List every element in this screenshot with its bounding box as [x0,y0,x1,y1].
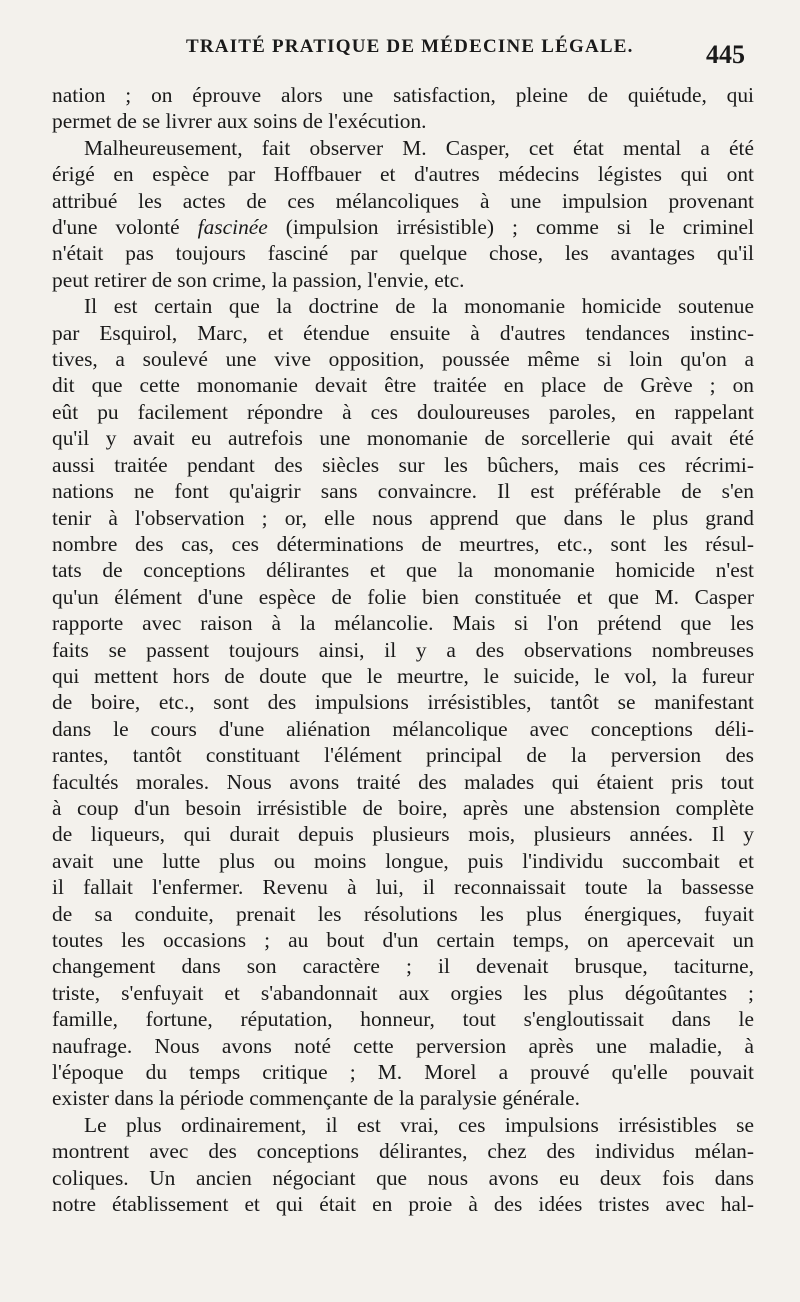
running-title: TRAITÉ PRATIQUE DE MÉDECINE LÉGALE. [186,36,634,57]
text-line: dans le cours d'une aliénation mélancolique avec conceptions déli- [52,716,754,741]
text-line: toutes les occasions ; au bout d'un certain temps, on apercevait un [52,928,754,952]
text-line: permet de se livrer aux soins de l'exécution. [52,109,427,134]
text-line: de boire, etc., sont des impulsions irrésistibles, tantôt se manifestant [52,690,754,715]
text-line: Malheureusement, fait observer M. Casper, cet état mental a été [84,135,754,160]
text-line: naufrage. Nous avons noté cette perversion après une maladie, à [52,1033,754,1058]
text-line: il fallait l'enfermer. Revenu à lui, il reconnaissait toute la bassesse [52,875,754,900]
text-line: montrent avec des conceptions délirantes, chez des individus mélan- [52,1139,754,1164]
text-line: qui mettent hors de doute que le meurtre, le suicide, le vol, la fureur [52,663,754,688]
text-line: nation ; on éprouve alors une satisfaction, pleine de quiétude, qui [52,83,754,107]
text-line: érigé en espèce par Hoffbauer et d'autres médecins légistes qui ont [52,162,754,187]
text-line: Le plus ordinairement, il est vrai, ces impulsions irrésistibles se [84,1112,754,1137]
text-line: tives, a soulevé une vive opposition, poussée même si loin qu'on a [52,347,754,372]
paragraph [52,82,754,135]
text-line: nombre des cas, ces déterminations de meurtres, etc., sont les résul- [52,531,754,556]
text-line: de liqueurs, qui durait depuis plusieurs mois, plusieurs années. Il y [52,822,754,847]
text-line: peut retirer de son crime, la passion, l'envie, etc. [52,267,465,292]
text-line: famille, fortune, réputation, honneur, tout s'engloutissait dans le [52,1007,754,1032]
text-line: facultés morales. Nous avons traité des malades qui étaient pris tout [52,769,754,794]
text-line: notre établissement et qui était en proie à des idées tristes avec hal- [52,1192,754,1217]
page-number: 445 [706,40,745,69]
text-line: attribué les actes de ces mélancoliques à une impulsion provenant [52,188,754,213]
text-line: aussi traitée pendant des siècles sur les bûchers, mais ces récrimi- [52,452,754,477]
paragraph [52,1112,754,1218]
paragraph [52,293,754,1112]
text-line: par Esquirol, Marc, et étendue ensuite à d'autres tendances instinc- [52,320,754,345]
text-line: l'époque du temps critique ; M. Morel a prouvé qu'elle pouvait [52,1060,754,1085]
text-line: qu'il y avait eu autrefois une monomanie de sorcellerie qui avait été [52,426,754,451]
text-line: avait une lutte plus ou moins longue, puis l'individu succombait et [52,848,754,873]
text-line: faits se passent toujours ainsi, il y a des observations nombreuses [52,637,754,662]
text-line: coliques. Un ancien négociant que nous avons eu deux fois dans [52,1165,754,1190]
text-line-with-emphasis: d'une volonté fascinée (impulsion irrésistible) ; comme si le criminel [52,215,754,240]
text-line: Il est certain que la doctrine de la monomanie homicide soutenue [84,294,754,319]
text-line: exister dans la période commençante de la paralysie générale. [52,1086,580,1111]
text-line: tenir à l'observation ; or, elle nous apprend que dans le plus grand [52,505,754,530]
text-line: qu'un élément d'une espèce de folie bien constituée et que M. Casper [52,584,754,609]
text-line: changement dans son caractère ; il devenait brusque, taciturne, [52,954,754,979]
emphasized-word: fascinée [197,215,268,240]
text-line: de sa conduite, prenait les résolutions les plus énergiques, fuyait [52,901,754,926]
paragraph [52,135,754,293]
text-line: dit que cette monomanie devait être traitée en place de Grève ; on [52,373,754,398]
text-line: n'était pas toujours fasciné par quelque chose, les avantages qu'il [52,241,754,266]
text-line: tats de conceptions délirantes et que la monomanie homicide n'est [52,558,754,583]
text-line: triste, s'enfuyait et s'abandonnait aux orgies les plus dégoûtantes ; [52,980,754,1005]
text-line: à coup d'un besoin irrésistible de boire, après une abstension complète [52,795,754,820]
body-text [52,82,754,1217]
text-line: rapporte avec raison à la mélancolie. Mais si l'on prétend que les [52,611,754,636]
text-line: nations ne font qu'aigrir sans convaincre. Il est préférable de s'en [52,479,754,504]
text-line: eût pu facilement répondre à ces douloureuses paroles, en rappelant [52,399,754,424]
text-line: rantes, tantôt constituant l'élément principal de la perversion des [52,743,754,768]
